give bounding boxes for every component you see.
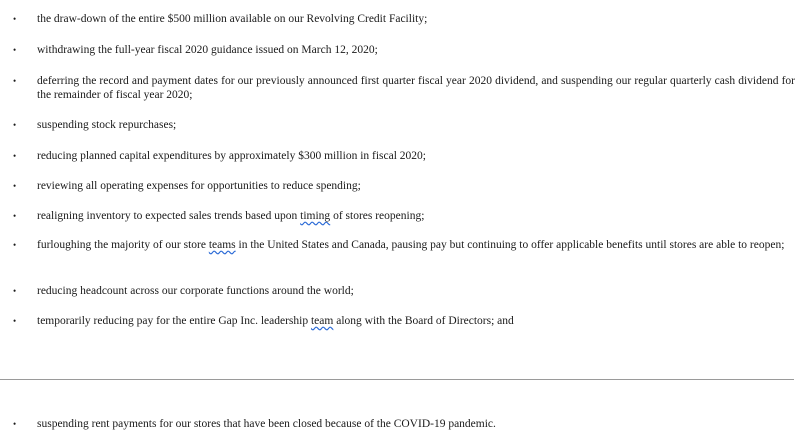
list-item-text: reducing planned capital expenditures by approximately $300 million in fiscal 2020; (37, 150, 426, 162)
list-item-text: reducing headcount across our corporate functions around the world; (37, 285, 354, 297)
list-item-text: reviewing all operating expenses for opportunities to reduce spending; (37, 180, 361, 192)
list-item-text (37, 314, 795, 328)
bullet-icon: • (13, 151, 17, 161)
page-divider (0, 379, 794, 380)
text-segment: in the United States and Canada, pausing pay but continuing to offer applicable benefits until stores are able to reopen; (235, 239, 785, 251)
list-item-text: suspending rent payments for our stores that have been closed because of the COVID-19 pandemic. (37, 418, 496, 430)
bullet-icon: • (13, 240, 17, 250)
bullet-icon: • (13, 76, 17, 86)
text-segment: realigning inventory to expected sales trends based upon (37, 210, 301, 222)
spellcheck-mark: teams (208, 239, 236, 251)
text-segment: temporarily reducing pay for the entire Gap Inc. leadership (37, 315, 311, 327)
bullet-icon: • (13, 181, 17, 191)
bullet-icon: • (13, 14, 17, 24)
text-segment: of stores reopening; (330, 210, 425, 222)
spellcheck-mark: timing (300, 210, 331, 222)
bullet-icon: • (13, 45, 17, 55)
text-segment: along with the Board of Directors; and (333, 315, 514, 327)
list-item-text (37, 209, 795, 223)
list-item-text: the draw-down of the entire $500 million available on our Revolving Credit Facility; (37, 13, 428, 25)
bullet-icon: • (13, 211, 17, 221)
bullet-icon: • (13, 316, 17, 326)
list-item-text: withdrawing the full-year fiscal 2020 guidance issued on March 12, 2020; (37, 44, 378, 56)
bullet-icon: • (13, 419, 17, 429)
list-item-text (37, 238, 795, 252)
text-segment: furloughing the majority of our store (37, 239, 209, 251)
bullet-icon: • (13, 286, 17, 296)
list-item-text: deferring the record and payment dates for our previously announced first quarter fiscal year 2020 dividend, and suspending our regular quarterly cash dividend for the remainder of fiscal year 2020; (37, 75, 795, 101)
bullet-icon: • (13, 120, 17, 130)
list-item-text: suspending stock repurchases; (37, 119, 177, 131)
spellcheck-mark: team (310, 315, 334, 327)
